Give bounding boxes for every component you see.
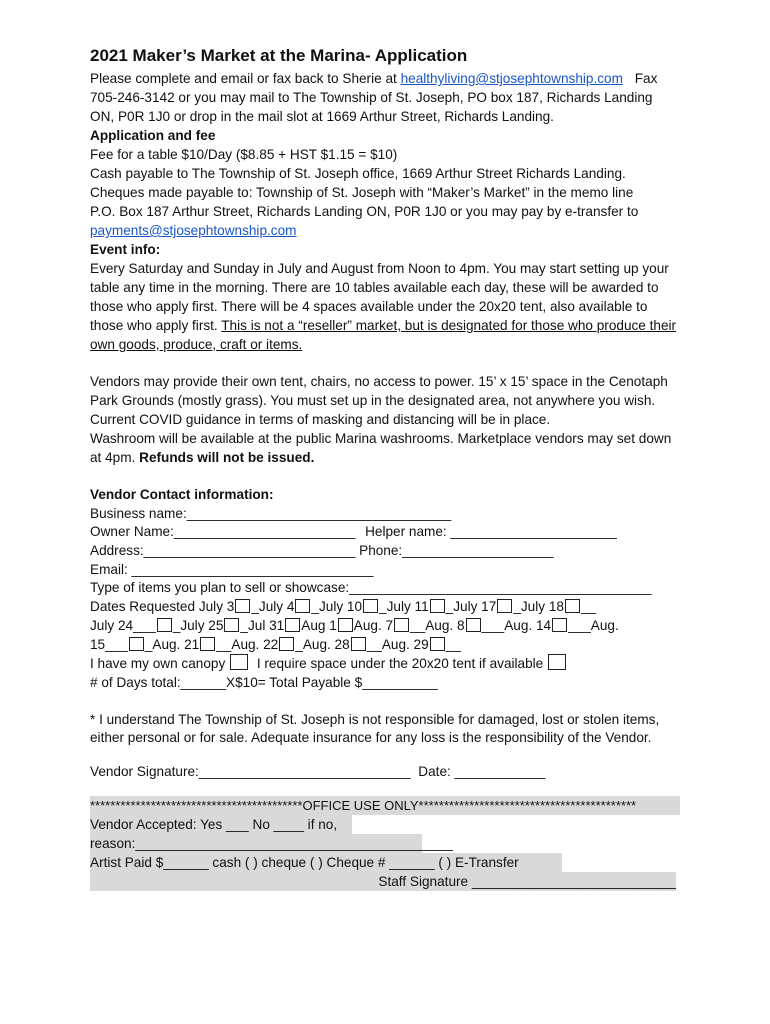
date-label: Aug. 22 bbox=[231, 637, 279, 652]
event-text: those who apply first. bbox=[90, 318, 218, 333]
payment-email-link[interactable]: payments@stjosephtownship.com bbox=[90, 223, 297, 238]
owner-name-field[interactable]: Owner Name:________________________ bbox=[90, 524, 356, 539]
refund-notice: Refunds will not be issued. bbox=[139, 450, 315, 465]
date-label: July 18 bbox=[520, 599, 564, 614]
date-checkbox[interactable] bbox=[338, 618, 353, 632]
date-label: Aug. 14 bbox=[504, 618, 552, 633]
disclaimer-line-2: either personal or for sale. Adequate insurance for any loss is the responsibility of the Vendor. bbox=[90, 730, 652, 745]
intro-line-3: ON, P0R 1J0 or drop in the mail slot at 1669 Arthur Street, Richards Landing. bbox=[90, 109, 554, 124]
setdown-text: at 4pm. bbox=[90, 450, 136, 465]
event-line-4 bbox=[90, 316, 676, 335]
date-label: Aug. 21 bbox=[152, 637, 200, 652]
intro-line-2: 705-246-3142 or you may mail to The Township of St. Joseph, PO box 187, Richards Landing bbox=[90, 90, 653, 105]
intro-text: Please complete and email or fax back to Sherie at bbox=[90, 71, 397, 86]
vendor-info-line-3: Current COVID guidance in terms of masking and distancing will be in place. bbox=[90, 412, 551, 427]
fee-line-4: P.O. Box 187 Arthur Street, Richards Landing ON, P0R 1J0 or you may pay by e-transfer to bbox=[90, 204, 639, 219]
event-heading: Event info: bbox=[90, 242, 161, 257]
helper-name-field[interactable]: Helper name: ______________________ bbox=[365, 524, 617, 539]
event-line-5: own goods, produce, craft or items. bbox=[90, 337, 303, 352]
staff-signature-field: Staff Signature ___________________________ bbox=[90, 872, 676, 891]
date-checkbox[interactable] bbox=[565, 599, 580, 613]
date-checkbox[interactable] bbox=[279, 637, 294, 651]
date-checkbox[interactable] bbox=[129, 637, 144, 651]
fee-line-2: Cash payable to The Township of St. Joseph office, 1669 Arthur Street Richards Landing. bbox=[90, 166, 626, 181]
vendor-signature-field[interactable]: Vendor Signature:____________________________ bbox=[90, 764, 411, 779]
contact-email-link[interactable]: healthyliving@stjosephtownship.com bbox=[400, 71, 623, 86]
phone-field[interactable]: Phone:____________________ bbox=[359, 543, 554, 558]
fee-line-1: Fee for a table $10/Day ($8.85 + HST $1.15 = $10) bbox=[90, 147, 398, 162]
dates-row-1: Dates Requested July 3 _July 4 _July 10 _July 11 _July 17 _July 18 __ bbox=[90, 599, 597, 614]
date-checkbox[interactable] bbox=[552, 618, 567, 632]
date-label: July 10 bbox=[318, 599, 363, 614]
owner-helper-line bbox=[90, 522, 617, 541]
date-field[interactable]: Date: ____________ bbox=[418, 764, 546, 779]
date-label: Aug 1 bbox=[301, 618, 337, 633]
date-blank: __ bbox=[580, 599, 597, 614]
tent-label: I require space under the 20x20 tent if available bbox=[256, 656, 544, 671]
vendor-info-line-1: Vendors may provide their own tent, chairs, no access to power. 15’ x 15’ space in the Cenotaph bbox=[90, 374, 668, 389]
artist-paid-field: Artist Paid $______ cash ( ) cheque ( ) Cheque # ______ ( ) E-Transfer bbox=[90, 853, 562, 872]
date-label: Aug. 7 bbox=[353, 618, 394, 633]
event-line-3: those who apply first. There will be 4 spaces available under the 20x20 tent, also available to bbox=[90, 299, 648, 314]
date-checkbox[interactable] bbox=[295, 599, 310, 613]
date-label: July 17 bbox=[453, 599, 497, 614]
days-total-field[interactable]: # of Days total:______X$10= Total Payable $__________ bbox=[90, 675, 438, 690]
date-checkbox[interactable] bbox=[200, 637, 215, 651]
items-field[interactable]: Type of items you plan to sell or showcase:________________________________________ bbox=[90, 580, 652, 595]
fax-label: Fax bbox=[634, 71, 658, 86]
date-label: Aug. 28 bbox=[302, 637, 350, 652]
date-label: 15 bbox=[90, 637, 106, 652]
date-checkbox[interactable] bbox=[157, 618, 172, 632]
date-label: Aug. 8 bbox=[425, 618, 465, 633]
date-checkbox[interactable] bbox=[466, 618, 481, 632]
disclaimer-line-1: * I understand The Township of St. Joseph is not responsible for damaged, lost or stolen items, bbox=[90, 712, 660, 727]
dates-row-2: July 24___ _July 25 _Jul 31 Aug 1 Aug. 7 __Aug. 8 ___Aug. 14 ___Aug. bbox=[90, 618, 619, 633]
reason-field: reason:__________________________________________ bbox=[90, 836, 453, 851]
date-checkbox[interactable] bbox=[285, 618, 300, 632]
tent-checkbox[interactable] bbox=[548, 654, 566, 670]
canopy-label: I have my own canopy bbox=[90, 656, 226, 671]
page-title: 2021 Maker’s Market at the Marina- Application bbox=[90, 46, 468, 65]
fee-heading: Application and fee bbox=[90, 128, 216, 143]
dates-row-3: 15___ _Aug. 21 __Aug. 22 _Aug. 28 __Aug. 29 __ bbox=[90, 637, 461, 652]
vendor-contact-heading: Vendor Contact information: bbox=[90, 487, 274, 502]
date-label: July 25 bbox=[180, 618, 224, 633]
vendor-info-line-4: Washroom will be available at the public Marina washrooms. Marketplace vendors may set down bbox=[90, 431, 672, 446]
signature-line bbox=[90, 762, 545, 781]
date-checkbox[interactable] bbox=[235, 599, 250, 613]
date-checkbox[interactable] bbox=[430, 637, 445, 651]
address-phone-line bbox=[90, 541, 553, 560]
address-field[interactable]: Address:____________________________ bbox=[90, 543, 356, 558]
canopy-checkbox[interactable] bbox=[230, 654, 248, 670]
date-checkbox[interactable] bbox=[351, 637, 366, 651]
date-checkbox[interactable] bbox=[363, 599, 378, 613]
date-checkbox[interactable] bbox=[430, 599, 445, 613]
business-name-field[interactable]: Business name:___________________________________ bbox=[90, 506, 452, 521]
date-label: July 4 bbox=[258, 599, 295, 614]
vendor-info-line-5 bbox=[90, 448, 314, 467]
date-label: Aug. 29 bbox=[381, 637, 429, 652]
date-checkbox[interactable] bbox=[224, 618, 239, 632]
reseller-notice: This is not a “reseller” market, but is designated for those who produce their bbox=[221, 318, 677, 333]
email-field[interactable]: Email: ________________________________ bbox=[90, 562, 374, 577]
date-label: Dates Requested July 3 bbox=[90, 599, 235, 614]
date-checkbox[interactable] bbox=[394, 618, 409, 632]
date-label: Jul 31 bbox=[247, 618, 285, 633]
canopy-tent-line bbox=[90, 654, 567, 673]
fee-line-3: Cheques made payable to: Township of St. Joseph with “Maker’s Market” in the memo line bbox=[90, 185, 634, 200]
event-line-2: table any time in the morning. There are 10 tables available each day, these will be awarded to bbox=[90, 280, 659, 295]
intro-line-1 bbox=[90, 69, 657, 88]
vendor-info-line-2: Park Grounds (mostly grass). You must set up in the designated area, not anywhere you wish. bbox=[90, 393, 656, 408]
office-use-banner: ******************************************OFFICE USE ONLY******************************************* bbox=[90, 796, 680, 815]
date-blank: __ bbox=[445, 637, 461, 652]
date-label: July 11 bbox=[386, 599, 429, 614]
date-label: Aug. bbox=[590, 618, 619, 633]
date-checkbox[interactable] bbox=[497, 599, 512, 613]
event-line-1: Every Saturday and Sunday in July and August from Noon to 4pm. You may start setting up your bbox=[90, 261, 669, 276]
vendor-accepted-field: Vendor Accepted: Yes ___ No ____ if no, bbox=[90, 815, 352, 834]
date-label: July 24 bbox=[90, 618, 134, 633]
